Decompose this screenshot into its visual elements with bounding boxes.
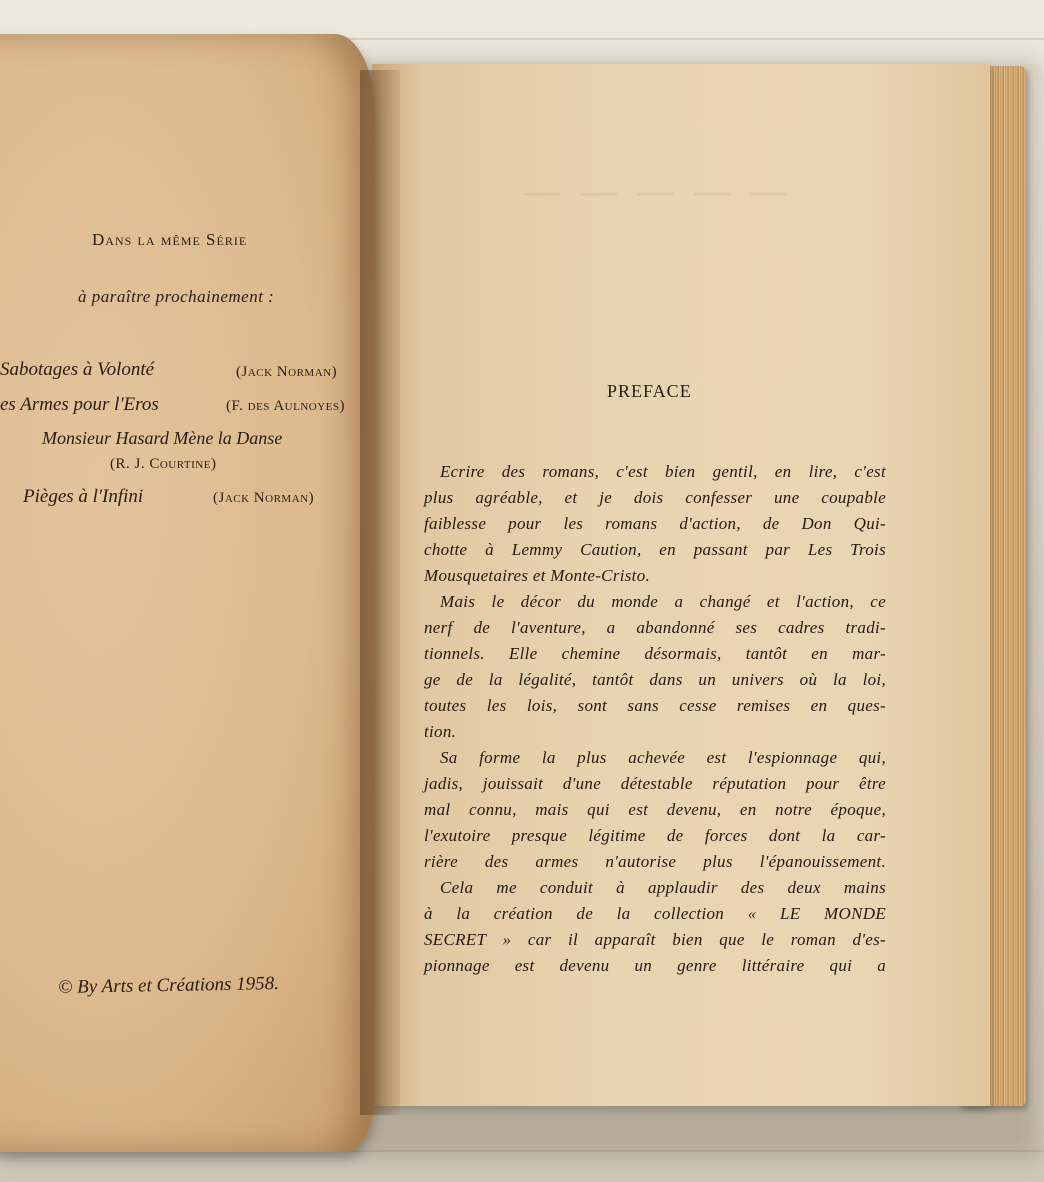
- book-author: (Jack Norman): [213, 490, 315, 506]
- preface-line: pionnage est devenu un genre littéraire qui a: [424, 956, 886, 975]
- preface-line: tionnels. Elle chemine désormais, tantôt en mar-: [424, 644, 886, 663]
- book-gutter: [360, 70, 400, 1115]
- forthcoming-subheading: à paraître prochainement :: [78, 287, 275, 306]
- preface-line: Mousquetaires et Monte-Cristo.: [424, 566, 651, 585]
- preface-line: Mais le décor du monde a changé et l'action, ce: [440, 592, 886, 611]
- preface-line: rière des armes n'autorise plus l'épanouissement.: [424, 852, 886, 871]
- book-title: Monsieur Hasard Mène la Danse: [42, 428, 283, 448]
- preface-line: faiblesse pour les romans d'action, de Don Qui-: [424, 514, 886, 533]
- show-through-text: — — — — —: [522, 169, 791, 215]
- preface-line: Ecrire des romans, c'est bien gentil, en lire, c'est: [440, 462, 886, 481]
- preface-line: SECRET » car il apparaît bien que le roman d'es-: [424, 930, 886, 949]
- preface-line: chotte à Lemmy Caution, en passant par Les Trois: [424, 540, 886, 559]
- series-heading: Dans la même Série: [92, 230, 248, 249]
- preface-line: mal connu, mais qui est devenu, en notre époque,: [424, 800, 886, 819]
- book-title: Pièges à l'Infini: [23, 486, 144, 507]
- preface-line: l'exutoire presque légitime de forces dont la car-: [424, 826, 886, 845]
- book-author: (Jack Norman): [236, 364, 338, 380]
- preface-line: jadis, jouissait d'une détestable réputation pour être: [424, 774, 886, 793]
- preface-line: à la création de la collection « LE MONDE: [424, 904, 886, 923]
- preface-line: tion.: [424, 722, 457, 741]
- book-title: es Armes pour l'Eros: [0, 394, 159, 415]
- preface-line: ge de la légalité, tantôt dans un univers où la loi,: [424, 670, 886, 689]
- preface-line: Sa forme la plus achevée est l'espionnage qui,: [440, 748, 886, 767]
- book-title: Sabotages à Volonté: [0, 359, 155, 380]
- book-author: (R. J. Courtine): [110, 456, 217, 472]
- copyright-notice: © By Arts et Créations 1958.: [57, 973, 280, 998]
- preface-line: nerf de l'aventure, a abandonné ses cadres tradi-: [424, 618, 886, 637]
- preface-line: Cela me conduit à applaudir des deux mains: [440, 878, 886, 897]
- preface-line: toutes les lois, sont sans cesse remises en ques-: [424, 696, 886, 715]
- preface-line: plus agréable, et je dois confesser une coupable: [424, 488, 886, 507]
- preface-heading: PREFACE: [607, 381, 692, 401]
- book-author: (F. des Aulnoyes): [226, 398, 345, 414]
